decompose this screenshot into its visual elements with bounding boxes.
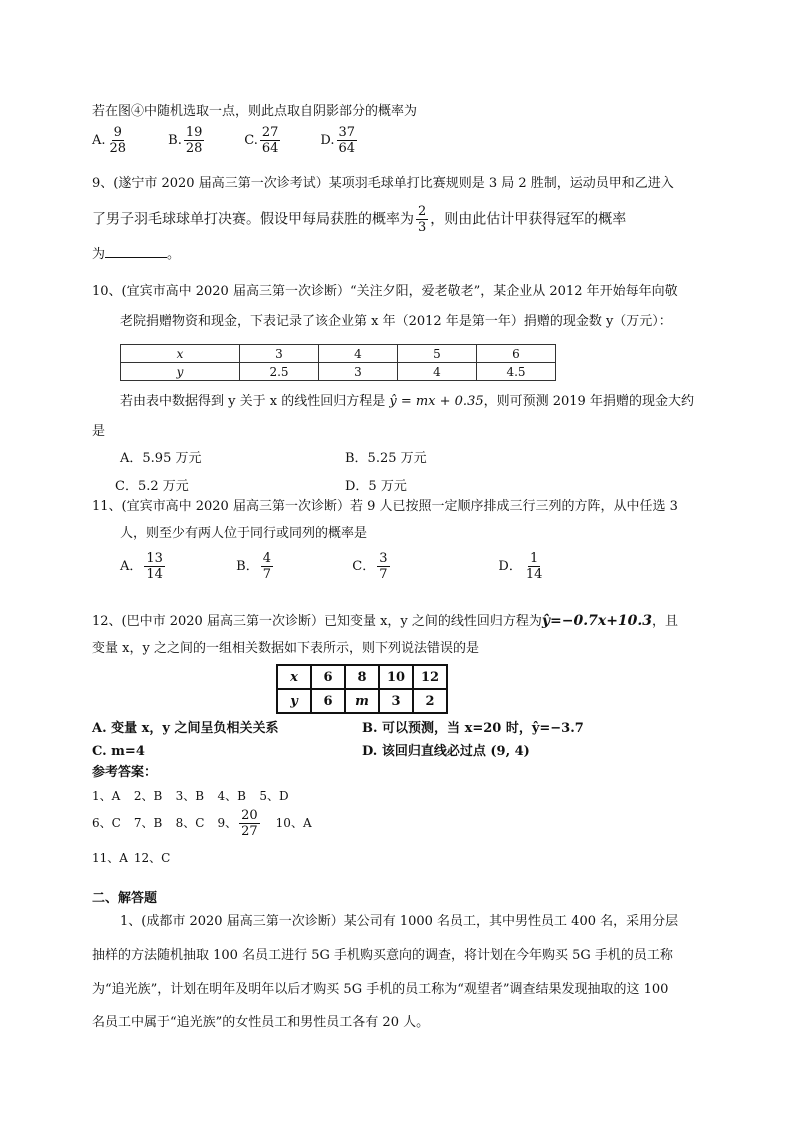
q8-option-b <box>168 125 240 156</box>
q11-option-b <box>236 551 348 582</box>
q10-line3-pre: 若由表中数据得到 y 关于 x 的线性回归方程是 <box>120 394 390 409</box>
answers-row2 <box>92 808 312 839</box>
q10-cell: 4 <box>319 345 398 363</box>
q9-line2-pre: 了男子羽毛球球单打决赛。假设甲每局获胜的概率为 <box>92 211 414 228</box>
answer-9-den: 27 <box>241 824 258 839</box>
section2-p1-line3: 为“追光族”，计划在明年及明年以后才购买 5G 手机的员工称为“观望者”调查结果发现抽取的这 100 <box>92 982 669 997</box>
q11-c-label: C． <box>352 559 376 574</box>
q12-line1-post: ，且 <box>652 614 679 629</box>
q12-line1 <box>92 612 678 631</box>
q8-option-a-fraction <box>108 125 129 156</box>
q10-line2: 老院捐赠物资和现金，下表记录了该企业第 x 年（2012 年是第一年）捐赠的现金数 y（万元）： <box>120 314 672 329</box>
q10-equation: ŷ = mx + 0.35 <box>389 394 484 409</box>
q12-line1-pre: 12、(巴中市 2020 届高三第一次诊断）已知变量 x，y 之间的线性回归方程为 <box>92 614 542 629</box>
answers-row1 <box>92 788 289 804</box>
q9-frac-den: 3 <box>418 220 427 235</box>
q11-c-fraction <box>377 551 389 582</box>
q8-option-d-fraction <box>337 125 358 156</box>
q10-cell: 5 <box>398 345 477 363</box>
q8-option-a <box>92 125 164 156</box>
q8-option-a-label: A. <box>92 133 106 148</box>
answers-row3 <box>92 850 170 866</box>
q10-option-c: C．5.2 万元 <box>115 479 189 494</box>
q8-option-d-label: D. <box>320 133 335 148</box>
q12-cell: 2 <box>413 689 447 713</box>
q11-option-d <box>498 551 546 582</box>
q8-a-num: 9 <box>113 125 122 140</box>
q12-cell: x <box>277 665 311 689</box>
q11-d-den: 14 <box>525 567 543 582</box>
q10-line4: 是 <box>92 424 106 439</box>
q9-line2-post: ，则由此估计甲获得冠军的概率 <box>430 211 627 228</box>
q12-cell: 8 <box>345 665 379 689</box>
q11-b-den: 7 <box>262 567 271 582</box>
q10-cell: 4 <box>398 363 477 381</box>
answer-item: 8、C <box>175 816 205 830</box>
q12-option-d: D. 该回归直线必过点 (9, 4) <box>362 744 530 759</box>
q9-line2 <box>92 204 626 235</box>
q9-answer-blank <box>105 245 167 258</box>
q11-d-num: 1 <box>529 551 539 566</box>
q12-cell: y <box>277 689 311 713</box>
q11-b-num: 4 <box>262 551 271 566</box>
q8-d-num: 37 <box>338 125 356 140</box>
q10-line1: 10、(宜宾市高中 2020 届高三第一次诊断）“关注夕阳，爱老敬老”，某企业从 2012 年开始每年向敬 <box>92 284 678 299</box>
q11-d-label: D． <box>498 559 522 574</box>
q12-option-c: C. m=4 <box>92 744 145 759</box>
section2-p1-line2: 抽样的方法随机抽取 100 名员工进行 5G 手机购买意向的调查，将计划在今年购买 5G 手机的员工称 <box>92 948 673 963</box>
q11-a-fraction <box>144 551 165 582</box>
answer-item: 10、A <box>275 816 312 830</box>
q11-b-fraction <box>261 551 273 582</box>
q8-option-d <box>320 125 392 156</box>
answer-9-fraction <box>239 808 260 839</box>
q10-line3-post: ，则可预测 2019 年捐赠的现金大约 <box>483 394 694 409</box>
q9-line3 <box>92 245 180 264</box>
q12-cell: m <box>345 689 379 713</box>
section2-title: 二、解答题 <box>92 891 158 906</box>
q9-fraction <box>416 204 428 235</box>
q11-option-a <box>120 551 232 582</box>
q8-c-den: 64 <box>261 141 279 156</box>
q10-table <box>120 344 556 381</box>
q11-option-c <box>352 551 494 582</box>
q10-cell: 2.5 <box>240 363 319 381</box>
answer-item: 2、B <box>133 789 163 803</box>
q8-option-b-fraction <box>184 125 205 156</box>
q12-table-row-y <box>277 689 447 713</box>
q10-table-row-x <box>121 345 556 363</box>
q8-option-c-label: C. <box>244 133 258 148</box>
q9-line3-post: 。 <box>167 247 181 262</box>
q12-option-a: A. 变量 x，y 之间呈负相关关系 <box>92 721 279 736</box>
answer-item: 5、D <box>259 789 289 803</box>
q10-cell: 3 <box>319 363 398 381</box>
q11-a-num: 13 <box>146 551 163 566</box>
answer-item: 6、C <box>92 816 121 830</box>
q10-table-row-y <box>121 363 556 381</box>
q12-cell: 6 <box>311 689 345 713</box>
q10-cell: 4.5 <box>477 363 556 381</box>
q9-line3-pre: 为 <box>92 247 106 262</box>
q8-b-num: 19 <box>185 125 203 140</box>
q8-a-den: 28 <box>109 141 127 156</box>
q11-a-den: 14 <box>146 567 163 582</box>
q10-option-a: A．5.95 万元 <box>120 451 202 466</box>
answer-item: 1、A <box>92 789 121 803</box>
answer-item: 7、B <box>133 816 163 830</box>
q12-equation: ŷ=−0.7x+10.3 <box>541 613 653 629</box>
q10-cell: x <box>121 345 240 363</box>
q12-table <box>276 664 448 714</box>
q11-c-den: 7 <box>379 567 388 582</box>
q12-table-row-x <box>277 665 447 689</box>
q10-option-b: B．5.25 万元 <box>345 451 427 466</box>
q10-cell: 6 <box>477 345 556 363</box>
q11-options <box>120 551 546 582</box>
q12-option-b: B. 可以预测，当 x=20 时，ŷ=−3.7 <box>362 721 584 736</box>
answer-item: 3、B <box>175 789 205 803</box>
answers-title: 参考答案： <box>92 765 158 780</box>
q10-line3 <box>120 393 694 411</box>
q8-option-c <box>244 125 316 156</box>
q8-option-c-fraction <box>260 125 281 156</box>
q11-c-num: 3 <box>379 551 388 566</box>
section2-p1-line4: 名员工中属于“追光族”的女性员工和男性员工各有 20 人。 <box>92 1015 430 1030</box>
q12-cell: 6 <box>311 665 345 689</box>
q12-cell: 10 <box>379 665 413 689</box>
q9-line1: 9、(遂宁市 2020 届高三第一次诊考试）某项羽毛球单打比赛规则是 3 局 2 胜制，运动员甲和乙进入 <box>92 176 674 191</box>
q10-cell: y <box>121 363 240 381</box>
q12-cell: 12 <box>413 665 447 689</box>
intro-line: 若在图④中随机选取一点，则此点取自阴影部分的概率为 <box>92 104 418 119</box>
q12-line2: 变量 x，y 之之间的一组相关数据如下表所示，则下列说法错误的是 <box>92 641 479 656</box>
q8-d-den: 64 <box>338 141 356 156</box>
q10-option-d: D．5 万元 <box>345 479 407 494</box>
q12-cell: 3 <box>379 689 413 713</box>
q8-c-num: 27 <box>261 125 279 140</box>
q9-frac-num: 2 <box>418 204 427 219</box>
q8-options <box>92 125 392 156</box>
answer-item: 9、 <box>217 816 238 830</box>
q11-a-label: A． <box>120 559 143 574</box>
answer-item: 12、C <box>133 851 171 865</box>
answer-item: 4、B <box>217 789 246 803</box>
q8-option-b-label: B. <box>168 133 182 148</box>
answer-9-num: 20 <box>241 808 258 823</box>
q11-line1: 11、(宜宾市高中 2020 届高三第一次诊断）若 9 人已按照一定顺序排成三行三列的方阵，从中任选 3 <box>92 499 678 514</box>
q11-line2: 人，则至少有两人位于同行或同列的概率是 <box>120 526 368 541</box>
section2-p1-line1: 1、(成都市 2020 届高三第一次诊断）某公司有 1000 名员工，其中男性员工 400 名，采用分层 <box>120 914 679 929</box>
q11-b-label: B． <box>236 559 259 574</box>
q8-b-den: 28 <box>185 141 203 156</box>
q10-cell: 3 <box>240 345 319 363</box>
q11-d-fraction <box>524 551 545 582</box>
answer-item: 11、A <box>92 851 128 865</box>
